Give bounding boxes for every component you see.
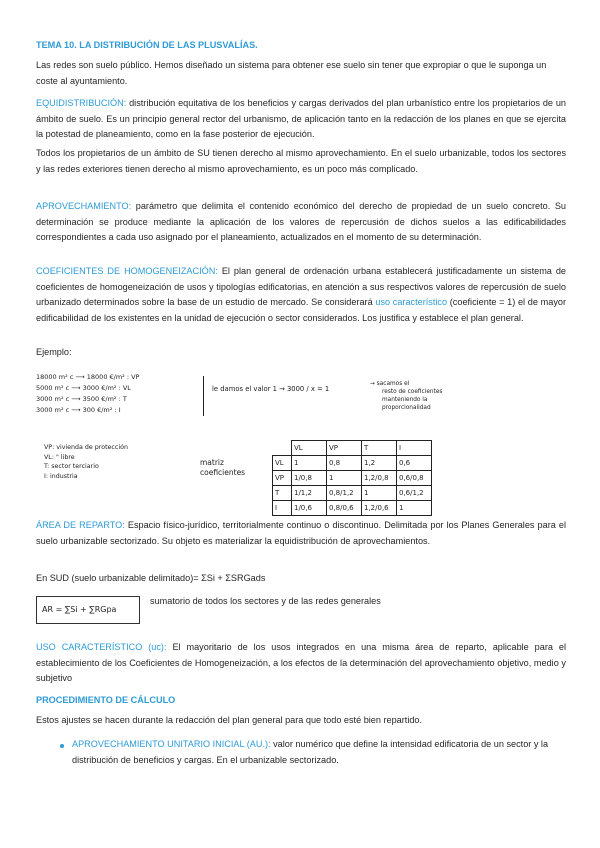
area-reparto-text: Espacio físico-jurídico, territorialmente continuo o discontinuo. Delimitada por los Planes Generales para el suelo urbanizable sectorizado. Su objeto es materializar la equidistribución de aprovechamientos. xyxy=(36,520,566,546)
coeficientes-term: COEFICIENTES DE HOMOGENEIZACIÓN: xyxy=(36,266,218,276)
matrix-corner xyxy=(273,441,292,456)
hand-line: 5000 m² c ⟶ 3000 €/m² : VL xyxy=(36,384,131,392)
matrix-row xyxy=(273,486,432,501)
matrix-cell: 1/1,2 xyxy=(292,486,327,501)
matrix-cell: 1,2/0,6 xyxy=(362,501,397,516)
matrix-row xyxy=(273,501,432,516)
matrix-cell: 0,6/0,8 xyxy=(397,471,432,486)
matrix-cell: 1 xyxy=(397,501,432,516)
matrix-cell: 1,2 xyxy=(362,456,397,471)
coeficientes-text-b: (coeficiente = 1) el de mayor edificabilidad de los existentes en la unidad de ejecución o sector considerados. Los justifica y establece el plan general. xyxy=(36,297,567,323)
area-reparto-term: ÁREA DE REPARTO: xyxy=(36,520,125,530)
matrix-cell: 0,6 xyxy=(397,456,432,471)
matrix-header: T xyxy=(362,441,397,456)
legend-line: VP: vivienda de protección xyxy=(44,444,128,451)
matrix-cell: 1 xyxy=(292,456,327,471)
document-title: TEMA 10. LA DISTRIBUCIÓN DE LAS PLUSVALÍAS. xyxy=(36,40,258,50)
hand-line: 3000 m² c ⟶ 3500 €/m² : T xyxy=(36,395,127,403)
matrix-row-label: VL xyxy=(273,456,292,471)
uso-caracteristico-term: USO CARACTERÍSTICO (uc): xyxy=(36,642,167,652)
matrix-cell: 0,8 xyxy=(327,456,362,471)
matrix-header: VP xyxy=(327,441,362,456)
hand-arrow-line: → sacamos el xyxy=(370,381,410,387)
uso-caracteristico-text: El mayoritario de los usos integrados en una misma área de reparto, aplicable para el establecimiento de los Coeficientes de Homogeneización, a los efectos de la determinación del aprovechamiento objetivo, medio y subjetivo xyxy=(36,642,566,683)
matrix-header: I xyxy=(397,441,432,456)
matrix-row-label: I xyxy=(273,501,292,516)
matrix-row xyxy=(273,456,432,471)
matrix-label-line: coeficientes xyxy=(200,468,246,477)
legend-line: I: industria xyxy=(44,472,78,480)
matrix-cell: 0,8/0,6 xyxy=(327,501,362,516)
area-reparto-paragraph xyxy=(36,518,566,549)
matrix-header-row xyxy=(273,441,432,456)
hand-line: 18000 m² c ⟶ 18000 €/m² : VP xyxy=(36,373,140,381)
matrix-cell: 1/0,6 xyxy=(292,501,327,516)
procedimiento-text: Estos ajustes se hacen durante la redacción del plan general para que todo esté bien repartido. xyxy=(36,715,423,725)
hand-arrow-line: resto de coeficientes xyxy=(382,389,443,395)
bullet-term: APROVECHAMIENTO UNITARIO INICIAL (AU.): xyxy=(72,739,271,749)
ejemplo-label: Ejemplo: xyxy=(36,347,72,357)
coefficient-matrix xyxy=(272,440,432,516)
matrix-row-label: VP xyxy=(273,471,292,486)
hand-arrow-line: manteniendo la xyxy=(382,397,428,403)
aprovechamiento-paragraph xyxy=(36,199,566,246)
aprovechamiento-term: APROVECHAMIENTO: xyxy=(36,201,132,211)
hand-arrow-note xyxy=(370,380,442,412)
aprovechamiento-text: parámetro que delimita el contenido económico del derecho de propiedad de un suelo concreto. Su determinación se produce mediante la aplicación de los valores de repercusión de dichos suelos a las edificabilidades correspondientes a cada uso asignado por el planeamiento, actualizados en el momento de su determinación. xyxy=(36,201,566,242)
handwritten-legend xyxy=(44,443,128,481)
matrix-cell: 0,6/1,2 xyxy=(397,486,432,501)
bullet-item xyxy=(72,737,566,768)
formula-box xyxy=(36,596,140,624)
matrix-cell: 1 xyxy=(362,486,397,501)
intro-paragraph: Las redes son suelo público. Hemos diseñado un sistema para obtener ese suelo sin tener que expropiar o que le suponga un coste al ayuntamiento. xyxy=(36,60,547,86)
matrix-cell: 1,2/0,8 xyxy=(362,471,397,486)
matrix-cell: 1 xyxy=(327,471,362,486)
propietarios-paragraph: Todos los propietarios de un ámbito de SU tienen derecho al mismo aprovechamiento. En el suelo urbanizable, todos los sectores y las redes exteriores tienen derecho al mismo aprovechamiento, es un poco más complicado. xyxy=(36,148,566,174)
equidistribucion-text: distribución equitativa de los beneficios y cargas derivados del plan urbanístico entre los propietarios de un ámbito de suelo. Es un principio general rector del urbanismo, de aplicación tanto en la redacción de los planes en que se ejercita la potestad de planeamiento, como en la fase posterior de ejecución. xyxy=(36,98,566,139)
matrix-cell: 0,8/1,2 xyxy=(327,486,362,501)
equidistribucion-paragraph xyxy=(36,96,566,143)
legend-line: VL: " libre xyxy=(44,453,75,461)
hand-arrow-line: proporcionalidad xyxy=(382,405,431,411)
matrix-cell: 1/0,8 xyxy=(292,471,327,486)
hand-note: le damos el valor 1 → 3000 / x = 1 xyxy=(212,385,330,393)
matrix-row-label: T xyxy=(273,486,292,501)
coeficientes-paragraph xyxy=(36,264,566,326)
matrix-header: VL xyxy=(292,441,327,456)
equidistribucion-term: EQUIDISTRIBUCIÓN: xyxy=(36,98,127,108)
handwritten-values xyxy=(36,372,139,416)
matrix-row xyxy=(273,471,432,486)
legend-line: T: sector terciario xyxy=(44,463,99,470)
bullet-text: valor numérico que define la intensidad edificatoria de un sector y la distribución de beneficios y cargas. En el urbanizable sectorizado. xyxy=(72,739,549,765)
hand-divider xyxy=(203,376,204,416)
matrix-label-line: matriz xyxy=(200,458,224,467)
box-note: sumatorio de todos los sectores y de las redes generales xyxy=(150,596,381,606)
uso-caracteristico-inline: uso característico xyxy=(375,297,448,307)
bullet-dot-icon xyxy=(60,744,64,748)
coeficientes-text-a: El plan general de ordenación urbana establecerá justificadamente un sistema de coeficientes de homogeneización de usos y tipologías edificatorias, en atención a sus respectivos valores de repercusión de suelo urbanizado determinados sobre la base de un estudio de mercado. Se considerará xyxy=(36,266,566,307)
sud-formula: En SUD (suelo urbanizable delimitado)= ΣSi + ΣSRGads xyxy=(36,573,266,583)
procedimiento-heading: PROCEDIMIENTO DE CÁLCULO xyxy=(36,695,176,705)
uso-caracteristico-paragraph xyxy=(36,640,566,687)
matrix-label xyxy=(200,458,245,478)
hand-line: 3000 m² c ⟶ 300 €/m² : I xyxy=(36,406,121,414)
box-formula: AR = ∑Si + ∑RGpa xyxy=(42,605,117,614)
